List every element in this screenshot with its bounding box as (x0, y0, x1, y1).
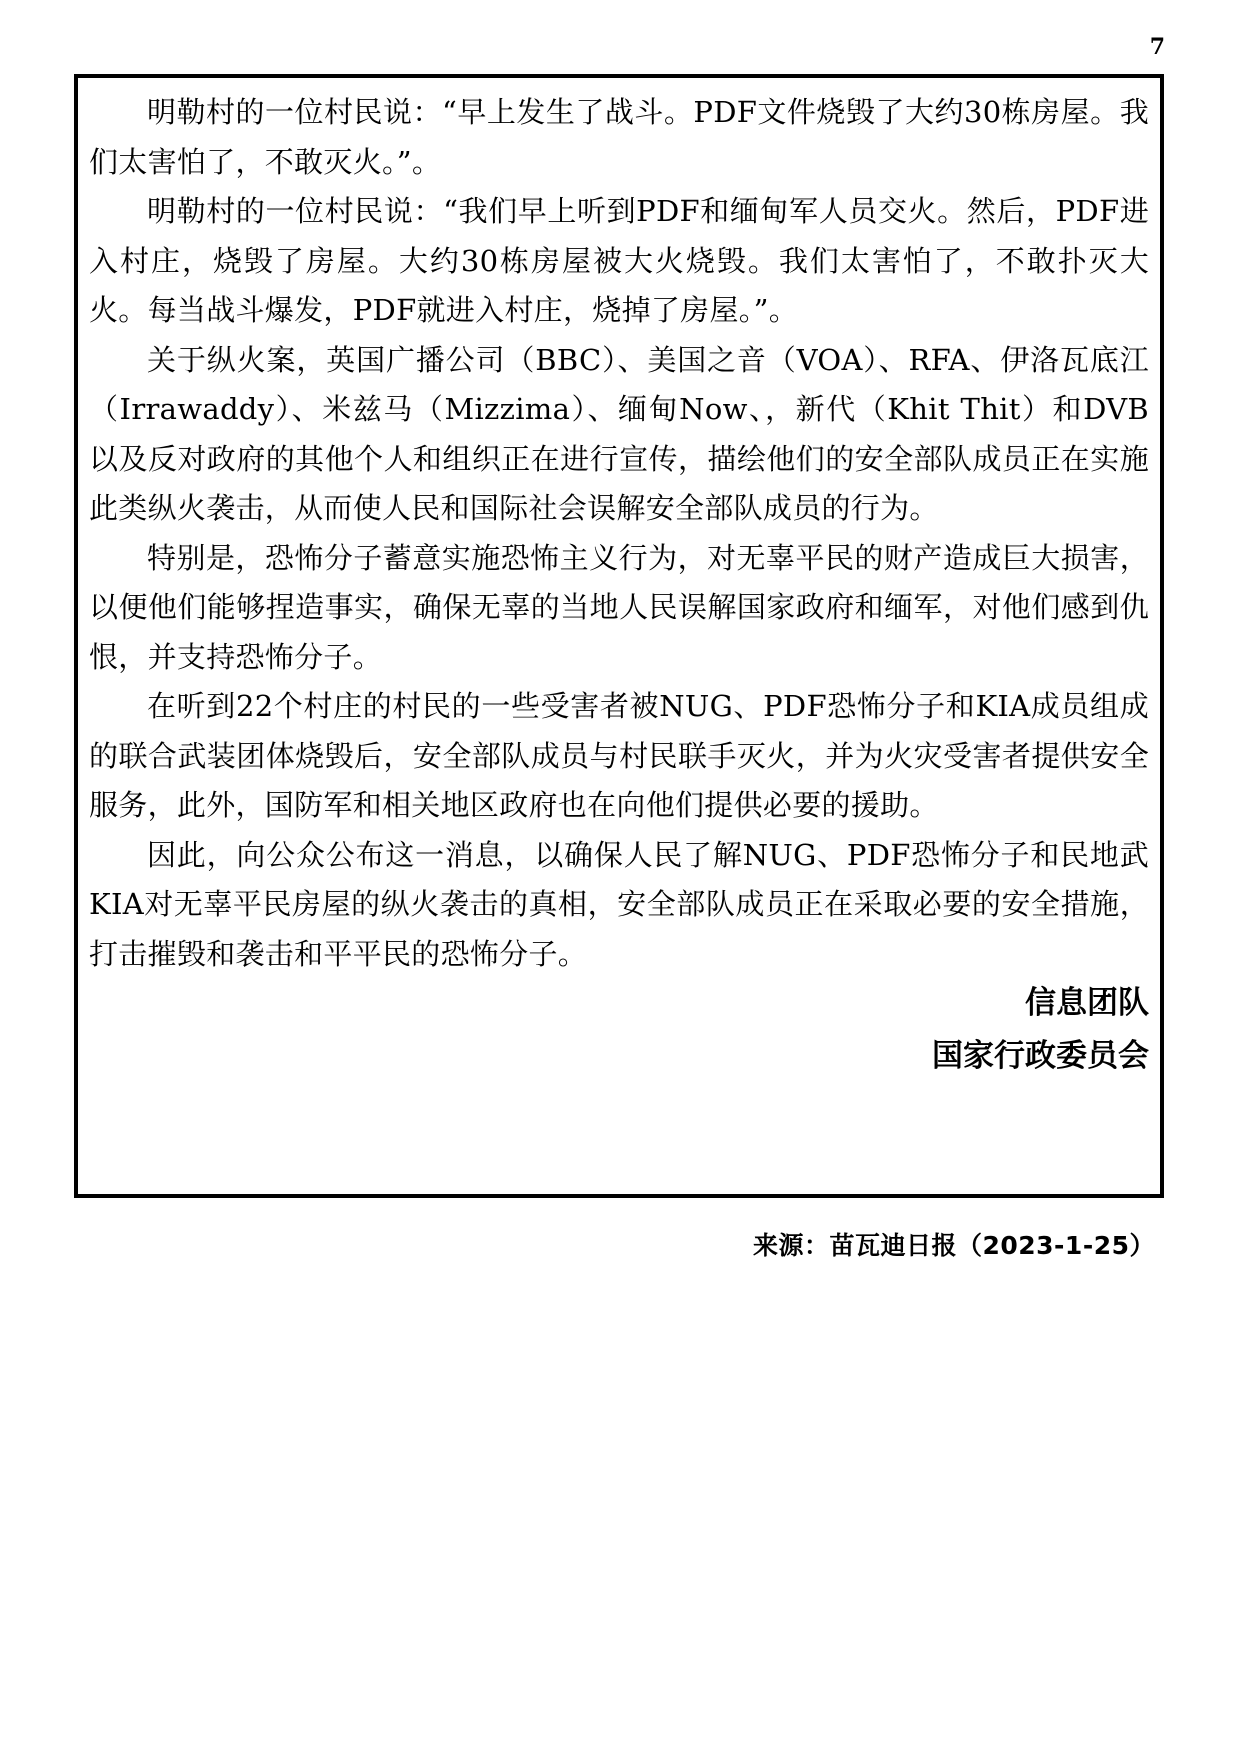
paragraph-5: 在听到22个村庄的村民的一些受害者被NUG、PDF恐怖分子和KIA成员组成的联合武装团体烧毁后，安全部队成员与村民联手灭火，并为火灾受害者提供安全服务，此外，国防军和相关地区政府也在向他们提供必要的援助。 (89, 689, 1149, 822)
paragraph-6: 因此，向公众公布这一消息，以确保人民了解NUG、PDF恐怖分子和民地武KIA对无辜平民房屋的纵火袭击的真相，安全部队成员正在采取必要的安全措施，打击摧毁和袭击和平平民的恐怖分子。 (89, 837, 1149, 971)
article-frame (74, 74, 1164, 1198)
signature-block (89, 977, 1149, 1083)
paragraph-3: 关于纵火案，英国广播公司（BBC）、美国之音（VOA）、RFA、伊洛瓦底江（Irrawaddy）、米兹马（Mizzima）、缅甸Now、，新代（Khit Thit）和DVB以及反对政府的其他个人和组织正在进行宣传，描绘他们的安全部队成员正在实施此类纵火袭击，从而使人民和国际社会误解安全部队成员的行为。 (89, 342, 1149, 525)
paragraph-1: 明勒村的一位村民说：“早上发生了战斗。PDF文件烧毁了大约30栋房屋。我们太害怕了，不敢灭火。”。 (89, 95, 1149, 179)
signature-line-team: 信息团队 (1025, 985, 1149, 1021)
signature-line-council: 国家行政委员会 (932, 1038, 1149, 1074)
source-citation: 来源：苗瓦迪日报（2023-1-25） (752, 1231, 1155, 1260)
page-number: 7 (1149, 34, 1165, 60)
paragraph-4: 特别是，恐怖分子蓄意实施恐怖主义行为，对无辜平民的财产造成巨大损害，以便他们能够捏造事实，确保无辜的当地人民误解国家政府和缅军，对他们感到仇恨，并支持恐怖分子。 (89, 540, 1149, 674)
paragraph-2: 明勒村的一位村民说：“我们早上听到PDF和缅甸军人员交火。然后，PDF进入村庄，烧毁了房屋。大约30栋房屋被大火烧毁。我们太害怕了，不敢扑灭大火。每当战斗爆发，PDF就进入村庄，烧掉了房屋。”。 (89, 194, 1149, 327)
